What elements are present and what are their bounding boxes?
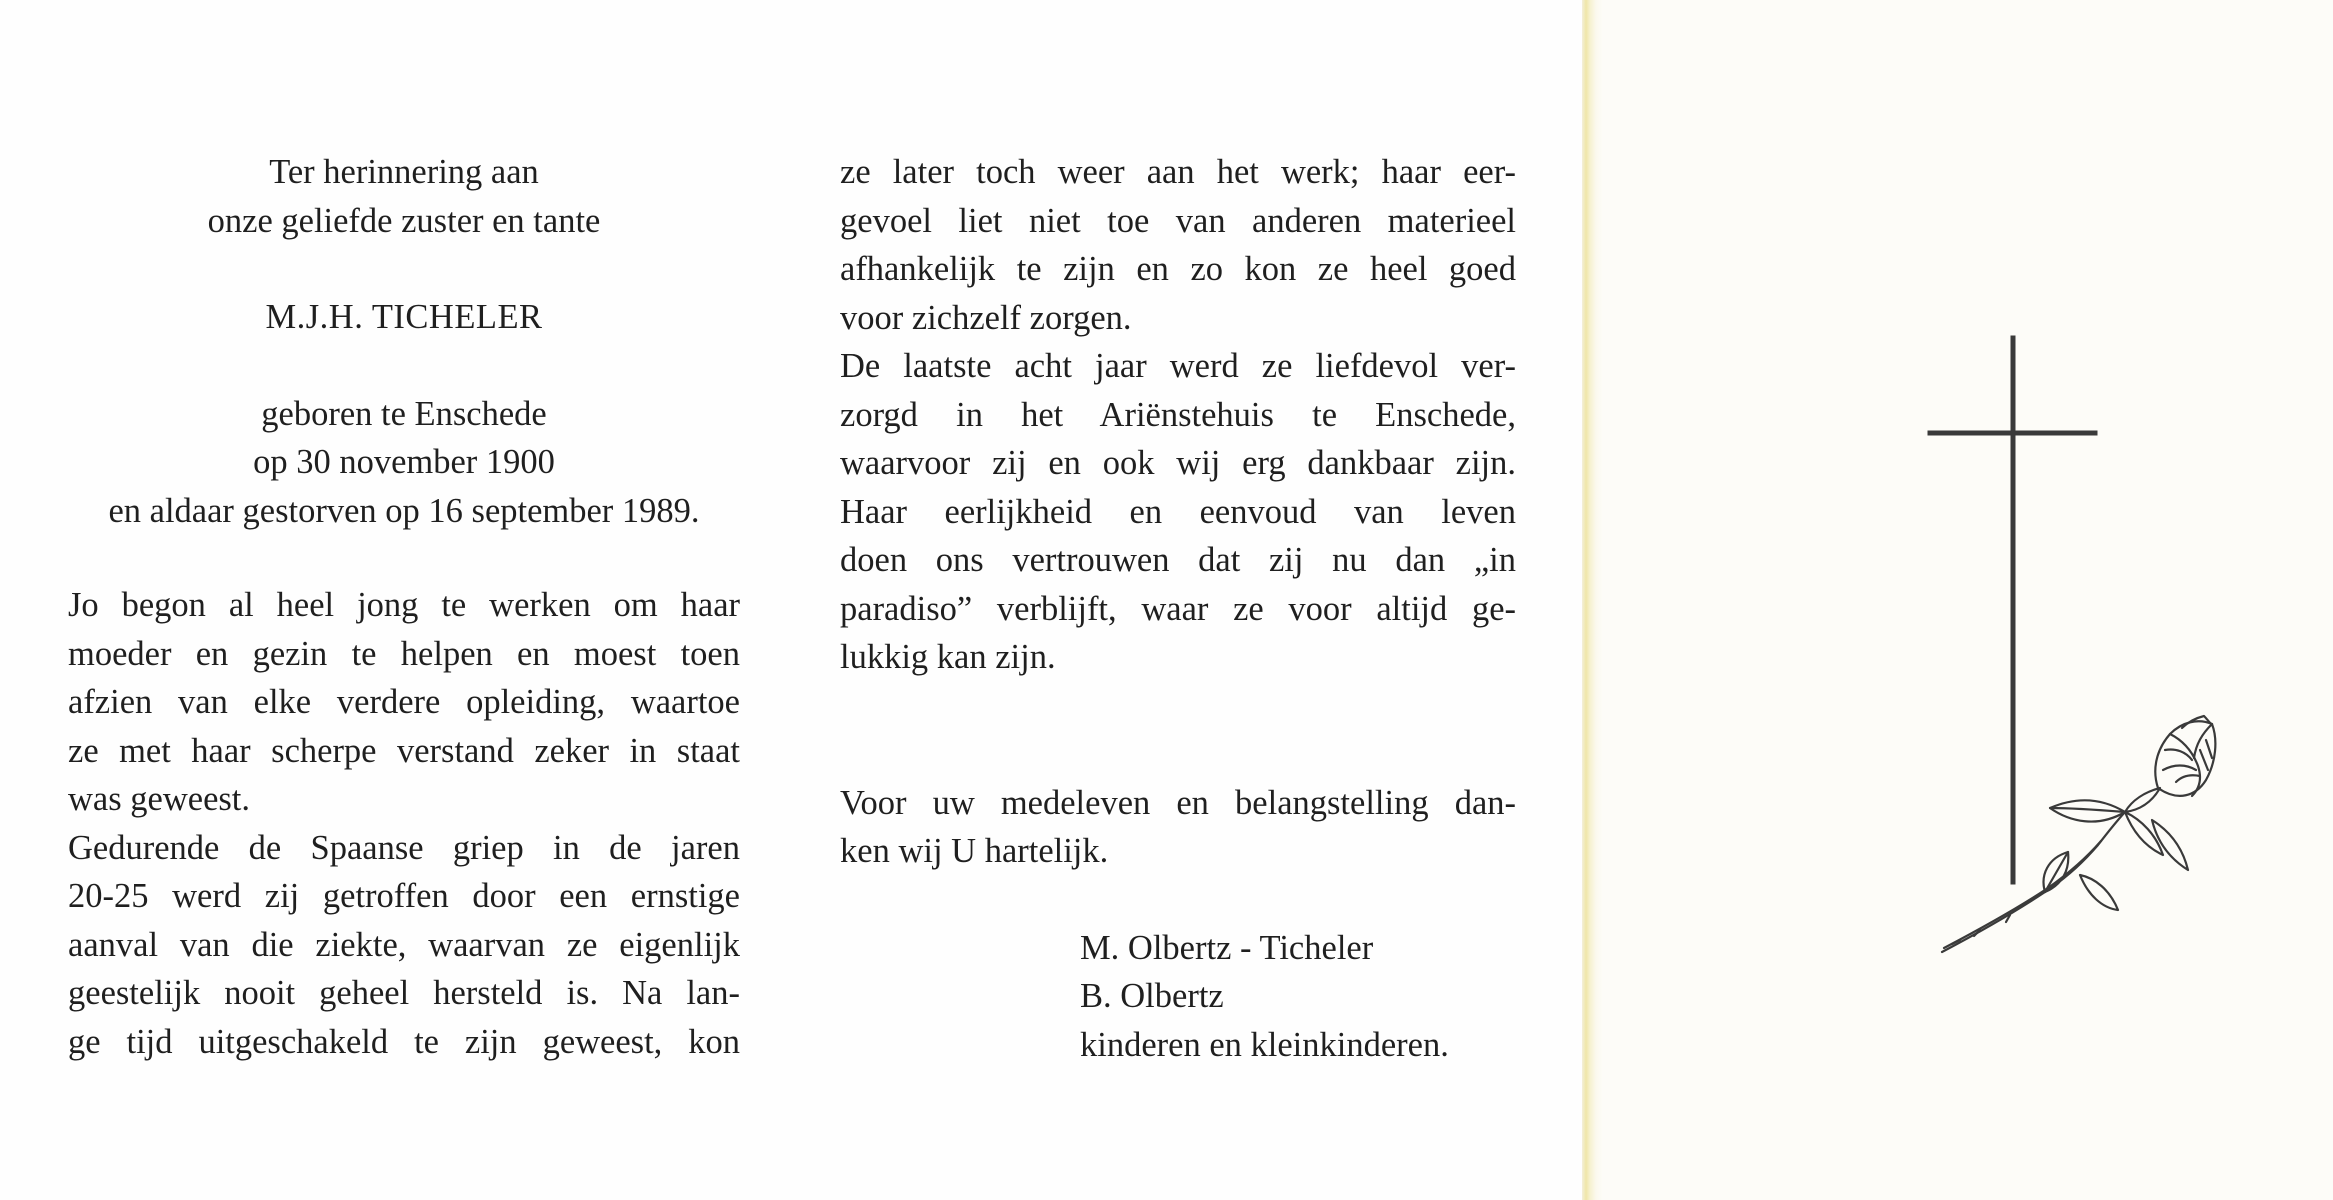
text-line: afhankelijk te zijn en zo kon ze heel goed [840, 250, 1516, 288]
text-line: De laatste acht jaar werd ze liefdevol ver- [840, 347, 1516, 385]
deceased-name: M.J.H. TICHELER [265, 298, 543, 336]
born-line-2: op 30 november 1900 [253, 443, 555, 481]
born-line-1: geboren te Enschede [261, 394, 547, 433]
text-line: ze later toch weer aan het werk; haar eer- [840, 153, 1516, 191]
text-line: was geweest. [68, 780, 251, 818]
text-line: moeder en gezin te helpen en moest toen [68, 634, 740, 673]
left-column [68, 148, 740, 1066]
text-line: afzien van elke verdere opleiding, waartoe [68, 683, 740, 721]
text-line: ken wij U hartelijk. [840, 832, 1109, 870]
rose-icon [1942, 716, 2215, 952]
thanks-paragraph [840, 779, 1516, 876]
text-line: zorgd in het Ariënstehuis te Enschede, [840, 395, 1516, 434]
biography-paragraph-1 [68, 581, 740, 824]
text-line: waarvoor zij en ook wij erg dankbaar zijn. [840, 444, 1516, 482]
signature-line: B. Olbertz [1080, 977, 1224, 1015]
text-line: Jo begon al heel jong te werken om haar [68, 586, 740, 624]
text-line: gevoel liet niet toe van anderen materieel [840, 201, 1516, 240]
biography-paragraph-3 [840, 148, 1516, 342]
signature-block [1080, 924, 1516, 1070]
died-line: en aldaar gestorven op 16 september 1989. [108, 491, 700, 530]
text-line: ze met haar scherpe verstand zeker in staat [68, 731, 740, 770]
right-column [840, 148, 1516, 1069]
text-line: Voor uw medeleven en belangstelling dan- [840, 783, 1516, 822]
text-line: doen ons vertrouwen dat zij nu dan „in [840, 541, 1516, 579]
card-fold [1582, 0, 1602, 1200]
text-line: voor zichzelf zorgen. [840, 298, 1132, 337]
text-line: aanval van die ziekte, waarvan ze eigenlijk [68, 925, 740, 964]
text-line: Haar eerlijkheid en eenvoud van leven [840, 492, 1516, 531]
intro-line-2: onze geliefde zuster en tante [207, 201, 601, 240]
text-line: 20-25 werd zij getroffen door een ernstige [68, 877, 740, 915]
text-line: Gedurende de Spaanse griep in de jaren [68, 828, 740, 867]
intro-line-1: Ter herinnering aan [269, 153, 539, 191]
text-line: lukkig kan zijn. [840, 638, 1056, 676]
cross-and-rose-ornament [1920, 330, 2220, 970]
signature-line: kinderen en kleinkinderen. [1080, 1025, 1449, 1064]
text-line: paradiso” verblijft, waar ze voor altijd ge- [840, 589, 1516, 628]
cross-icon [1930, 338, 2095, 882]
biography-paragraph-5 [840, 488, 1516, 682]
biography-paragraph-2 [68, 824, 740, 1067]
biography-paragraph-4 [840, 342, 1516, 488]
text-line: ge tijd uitgeschakeld te zijn geweest, kon [68, 1022, 740, 1061]
text-line: geestelijk nooit geheel hersteld is. Na lan- [68, 974, 740, 1012]
signature-line: M. Olbertz - Ticheler [1080, 928, 1374, 967]
